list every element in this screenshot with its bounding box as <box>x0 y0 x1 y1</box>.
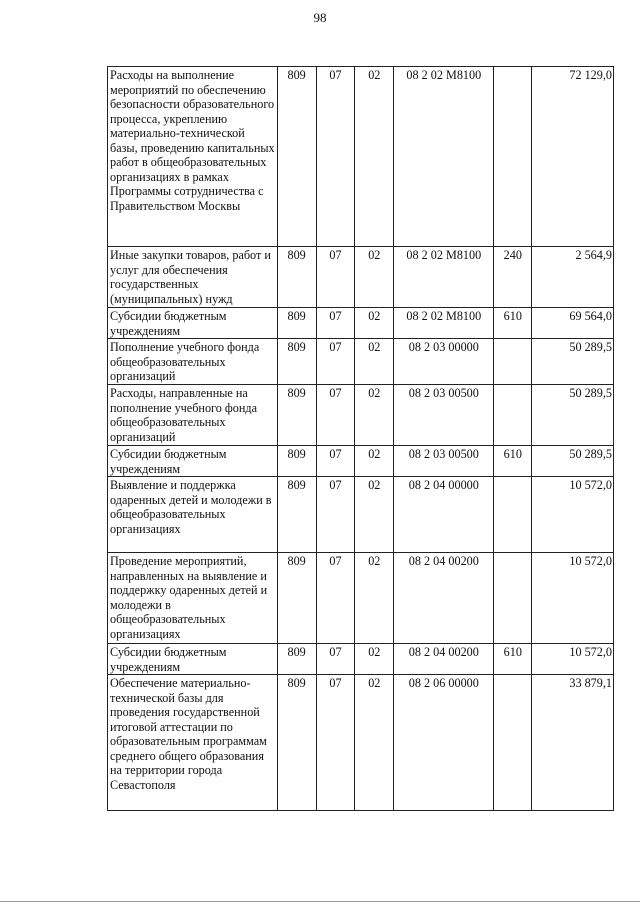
table-row <box>108 553 614 644</box>
expense-type-cell <box>494 385 532 446</box>
amount-cell: 33 879,1 <box>532 675 614 811</box>
budget-table <box>107 66 614 811</box>
target-article-cell: 08 2 03 00000 <box>394 339 494 385</box>
expense-type-cell: 240 <box>494 247 532 308</box>
target-article-cell: 08 2 04 00200 <box>394 644 494 675</box>
department-code-cell: 809 <box>277 308 316 339</box>
department-code-cell: 809 <box>277 339 316 385</box>
expense-type-cell <box>494 67 532 247</box>
expense-type-cell <box>494 339 532 385</box>
expense-name-cell: Расходы, направленные на пополнение учебного фонда общеобразовательных организаций <box>108 385 278 446</box>
section-code-cell: 07 <box>316 385 355 446</box>
expense-name-cell: Пополнение учебного фонда общеобразовательных организаций <box>108 339 278 385</box>
page-number: 98 <box>313 10 327 25</box>
subsection-code-cell: 02 <box>355 385 394 446</box>
department-code-cell: 809 <box>277 644 316 675</box>
target-article-cell: 08 2 04 00200 <box>394 553 494 644</box>
amount-cell: 10 572,0 <box>532 644 614 675</box>
subsection-code-cell: 02 <box>355 247 394 308</box>
table-row <box>108 385 614 446</box>
table-row <box>108 247 614 308</box>
table-row <box>108 477 614 553</box>
target-article-cell: 08 2 04 00000 <box>394 477 494 553</box>
expense-name-cell: Расходы на выполнение мероприятий по обеспечению безопасности образовательного процесса, укреплению материально-технической базы, проведению капитальных работ в общеобразовательных организациях в рамках Программы сотрудничества с Правительством Москвы <box>108 67 278 247</box>
department-code-cell: 809 <box>277 446 316 477</box>
subsection-code-cell: 02 <box>355 477 394 553</box>
expense-name-cell: Выявление и поддержка одаренных детей и молодежи в общеобразовательных организациях <box>108 477 278 553</box>
amount-cell: 50 289,5 <box>532 385 614 446</box>
subsection-code-cell: 02 <box>355 553 394 644</box>
table-row <box>108 67 614 247</box>
section-code-cell: 07 <box>316 477 355 553</box>
subsection-code-cell: 02 <box>355 67 394 247</box>
department-code-cell: 809 <box>277 675 316 811</box>
amount-cell: 50 289,5 <box>532 446 614 477</box>
amount-cell: 2 564,9 <box>532 247 614 308</box>
section-code-cell: 07 <box>316 675 355 811</box>
amount-cell: 50 289,5 <box>532 339 614 385</box>
section-code-cell: 07 <box>316 339 355 385</box>
expense-name-cell: Проведение мероприятий, направленных на выявление и поддержку одаренных детей и молодежи в общеобразовательных организациях <box>108 553 278 644</box>
department-code-cell: 809 <box>277 385 316 446</box>
expense-name-cell: Субсидии бюджетным учреждениям <box>108 644 278 675</box>
target-article-cell: 08 2 03 00500 <box>394 385 494 446</box>
expense-type-cell <box>494 675 532 811</box>
subsection-code-cell: 02 <box>355 675 394 811</box>
expense-type-cell <box>494 553 532 644</box>
amount-cell: 69 564,0 <box>532 308 614 339</box>
subsection-code-cell: 02 <box>355 308 394 339</box>
department-code-cell: 809 <box>277 553 316 644</box>
department-code-cell: 809 <box>277 477 316 553</box>
expense-name-cell: Обеспечение материально-технической базы для проведения государственной итоговой аттестации по образовательным программам среднего общего образования на территории города Севастополя <box>108 675 278 811</box>
section-code-cell: 07 <box>316 644 355 675</box>
section-code-cell: 07 <box>316 67 355 247</box>
table-row <box>108 644 614 675</box>
expense-type-cell: 610 <box>494 446 532 477</box>
table-row <box>108 339 614 385</box>
section-code-cell: 07 <box>316 247 355 308</box>
amount-cell: 72 129,0 <box>532 67 614 247</box>
target-article-cell: 08 2 03 00500 <box>394 446 494 477</box>
section-code-cell: 07 <box>316 308 355 339</box>
expense-name-cell: Субсидии бюджетным учреждениям <box>108 308 278 339</box>
subsection-code-cell: 02 <box>355 644 394 675</box>
amount-cell: 10 572,0 <box>532 477 614 553</box>
target-article-cell: 08 2 02 M8100 <box>394 67 494 247</box>
expense-name-cell: Субсидии бюджетным учреждениям <box>108 446 278 477</box>
section-code-cell: 07 <box>316 553 355 644</box>
section-code-cell: 07 <box>316 446 355 477</box>
target-article-cell: 08 2 02 M8100 <box>394 247 494 308</box>
table-row <box>108 308 614 339</box>
expense-name-cell: Иные закупки товаров, работ и услуг для обеспечения государственных (муниципальных) нужд <box>108 247 278 308</box>
department-code-cell: 809 <box>277 247 316 308</box>
expense-type-cell: 610 <box>494 644 532 675</box>
target-article-cell: 08 2 02 M8100 <box>394 308 494 339</box>
target-article-cell: 08 2 06 00000 <box>394 675 494 811</box>
department-code-cell: 809 <box>277 67 316 247</box>
subsection-code-cell: 02 <box>355 446 394 477</box>
expense-type-cell <box>494 477 532 553</box>
page-bottom-divider <box>0 901 640 902</box>
amount-cell: 10 572,0 <box>532 553 614 644</box>
table-row <box>108 446 614 477</box>
subsection-code-cell: 02 <box>355 339 394 385</box>
table-row <box>108 675 614 811</box>
expense-type-cell: 610 <box>494 308 532 339</box>
